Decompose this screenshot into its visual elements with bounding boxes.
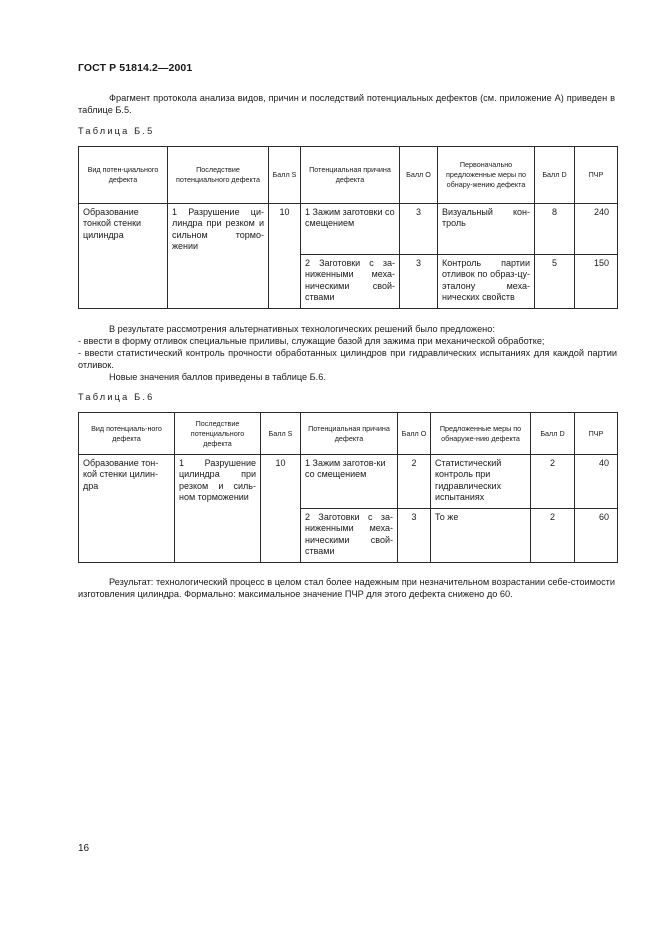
- header-score-s: Балл S: [261, 413, 301, 455]
- header-consequence: Последствие потенциального дефекта: [175, 413, 261, 455]
- table-b5-caption: Таблица Б.5: [78, 126, 155, 136]
- intro-paragraph: Фрагмент протокола анализа видов, причин и последствий потенциальных дефектов (см. приложение А) приведен в таблице Б.5.: [78, 93, 615, 115]
- cell-defect-type: Образование тонкой стенки цилиндра: [79, 204, 168, 309]
- alternatives-text: [78, 323, 617, 383]
- table-b5: [78, 146, 618, 309]
- header-score-o: Балл O: [400, 147, 438, 204]
- cell-score-d: 8: [535, 204, 575, 255]
- cell-score-o: 3: [400, 204, 438, 255]
- cell-score-o: 3: [400, 255, 438, 309]
- cell-pchr: 60: [575, 509, 618, 563]
- table-row: [79, 204, 618, 255]
- table-header-row: [79, 147, 618, 204]
- header-defect-type: Вид потен-циального дефекта: [79, 147, 168, 204]
- header-score-s: Балл S: [269, 147, 301, 204]
- cell-pchr: 240: [575, 204, 618, 255]
- table-b6: [78, 412, 618, 563]
- cell-score-o: 2: [398, 455, 431, 509]
- cell-cause: 1 Зажим заготов-ки со смещением: [301, 455, 398, 509]
- cell-score-d: 2: [531, 455, 575, 509]
- table-header-row: [79, 413, 618, 455]
- alternative-item: - ввести в форму отливок специальные приливы, служащие базой для зажима при механической обработке;: [78, 336, 545, 346]
- table-b6-caption: Таблица Б.6: [78, 392, 155, 402]
- cell-score-d: 5: [535, 255, 575, 309]
- document-header: ГОСТ Р 51814.2—2001: [78, 62, 193, 74]
- cell-cause: 1 Зажим заготовки со смещением: [301, 204, 400, 255]
- cell-score-o: 3: [398, 509, 431, 563]
- header-measures: Первоначально предложенные меры по обнару-жению дефекта: [438, 147, 535, 204]
- cell-measures: Статистический контроль при гидравлических испытаниях: [431, 455, 531, 509]
- header-pchr: ПЧР: [575, 147, 618, 204]
- cell-measures: Контроль партии отливок по образ-цу-эталону меха-нических свойств: [438, 255, 535, 309]
- cell-measures: Визуальный кон-троль: [438, 204, 535, 255]
- cell-pchr: 40: [575, 455, 618, 509]
- header-measures: Предложенные меры по обнаруже-нию дефекта: [431, 413, 531, 455]
- header-score-d: Балл D: [535, 147, 575, 204]
- cell-defect-type: Образование тон-кой стенки цилин-дра: [79, 455, 175, 563]
- cell-score-s: 10: [269, 204, 301, 309]
- header-cause: Потенциальная причина дефекта: [301, 147, 400, 204]
- header-pchr: ПЧР: [575, 413, 618, 455]
- header-defect-type: Вид потенциаль-ного дефекта: [79, 413, 175, 455]
- cell-consequence: 1 Разрушение цилиндра при резком и силь-ном торможении: [175, 455, 261, 563]
- cell-cause: 2 Заготовки с за-ниженными меха-ническими свой-ствами: [301, 509, 398, 563]
- table-row: [79, 455, 618, 509]
- cell-consequence: 1 Разрушение ци-линдра при резком и сильном тормо-жении: [168, 204, 269, 309]
- new-scores-note: Новые значения баллов приведены в таблице Б.6.: [109, 372, 326, 382]
- cell-pchr: 150: [575, 255, 618, 309]
- alternatives-intro: В результате рассмотрения альтернативных технологических решений было предложено:: [109, 324, 495, 334]
- header-score-d: Балл D: [531, 413, 575, 455]
- header-score-o: Балл O: [398, 413, 431, 455]
- cell-cause: 2 Заготовки с за-ниженными меха-ническими свой-ствами: [301, 255, 400, 309]
- header-cause: Потенциальная причина дефекта: [301, 413, 398, 455]
- cell-measures: То же: [431, 509, 531, 563]
- result-paragraph: Результат: технологический процесс в целом стал более надежным при незначительном возрастании себе-стоимости изготовления цилиндра. Формально: максимальное значение ПЧР для этого дефекта снижено до 60.: [78, 577, 615, 599]
- page-number: 16: [78, 843, 90, 854]
- cell-score-d: 2: [531, 509, 575, 563]
- header-consequence: Последствие потенциального дефекта: [168, 147, 269, 204]
- cell-score-s: 10: [261, 455, 301, 563]
- alternative-item: - ввести статистический контроль прочности обработанных цилиндров при гидравлических испытаниях для каждой партии отливок.: [78, 348, 617, 370]
